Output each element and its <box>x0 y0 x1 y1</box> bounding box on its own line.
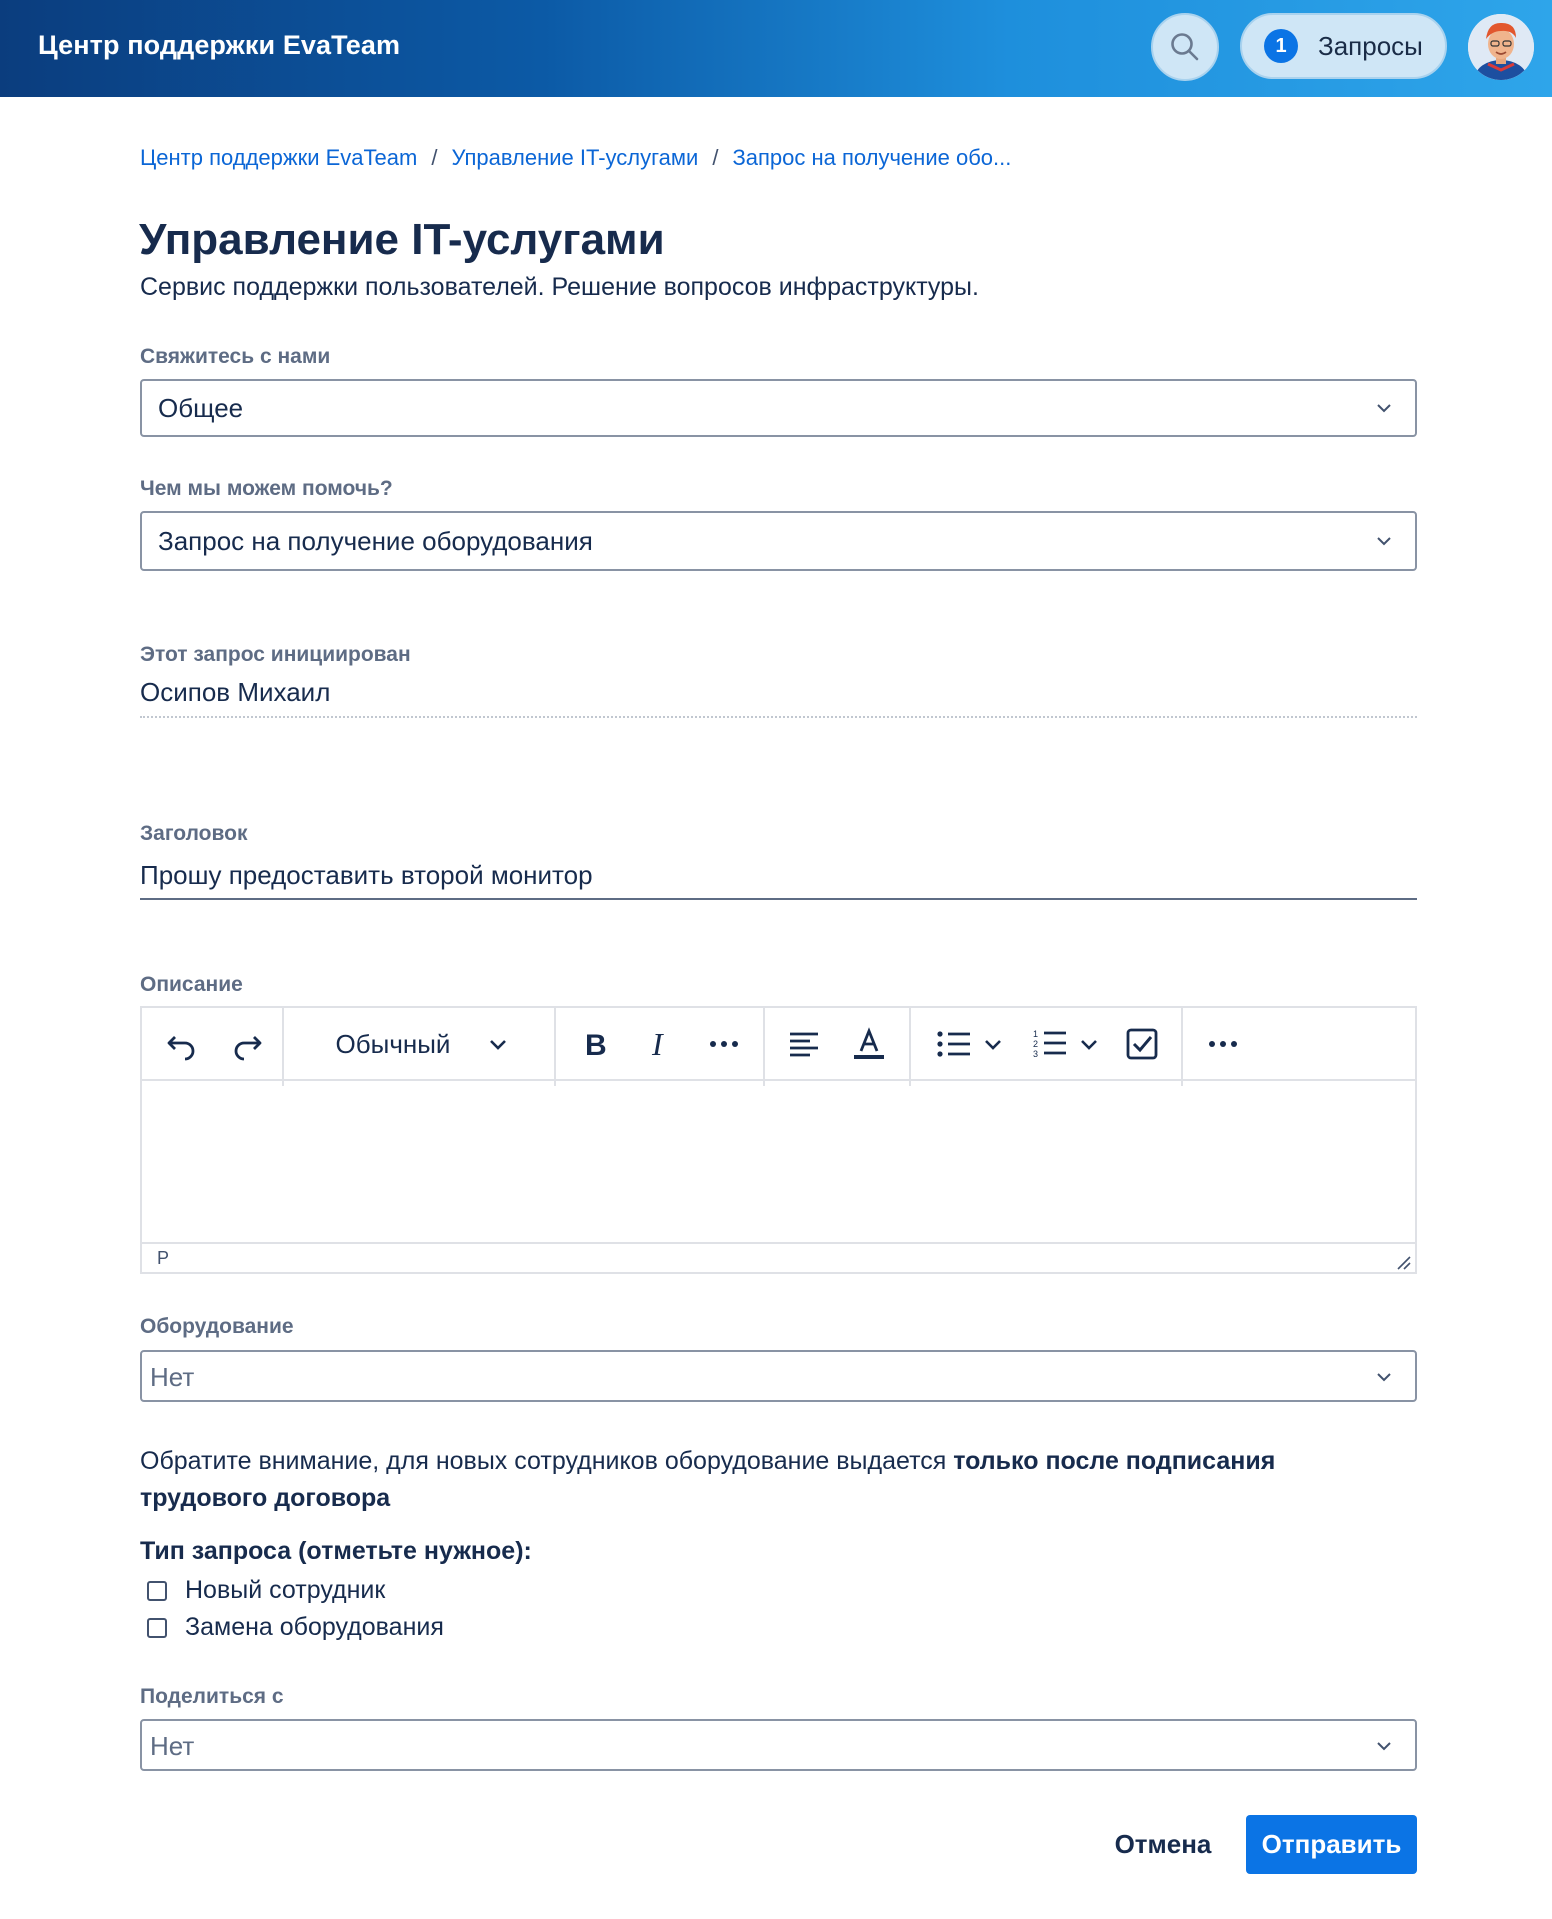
breadcrumb-separator: / <box>431 145 438 170</box>
align-button[interactable] <box>782 1022 826 1066</box>
checklist-icon <box>1126 1028 1158 1060</box>
svg-text:3: 3 <box>1033 1049 1039 1059</box>
undo-icon <box>165 1027 199 1061</box>
undo-button[interactable] <box>160 1022 204 1066</box>
equipment-note <box>140 1443 1400 1517</box>
contact-select[interactable] <box>140 379 1417 437</box>
summary-input[interactable] <box>140 852 1417 900</box>
checkbox-input[interactable] <box>147 1618 167 1638</box>
chevron-down-icon <box>1079 1034 1099 1054</box>
chevron-down-icon <box>1375 1737 1393 1755</box>
requests-label: Запросы <box>1318 30 1423 61</box>
text-color-icon <box>852 1027 886 1061</box>
requests-count-badge: 1 <box>1264 29 1298 63</box>
summary-label: Заголовок <box>140 822 248 845</box>
numbered-list-icon <box>1033 1028 1067 1060</box>
editor-content-area[interactable] <box>142 1081 1415 1241</box>
checklist-button[interactable] <box>1120 1022 1164 1066</box>
more-icon <box>708 1039 740 1049</box>
share-select-value: Нет <box>150 1731 195 1761</box>
breadcrumb-item-service[interactable]: Управление IT-услугами <box>451 145 699 170</box>
request-type-heading: Тип запроса (отметьте нужное): <box>140 1537 532 1565</box>
chevron-down-icon <box>488 1034 508 1054</box>
chevron-down-icon <box>983 1034 1003 1054</box>
note-text: Обратите внимание, для новых сотрудников оборудование выдается <box>140 1447 954 1475</box>
initiator-divider <box>140 716 1417 718</box>
breadcrumb-separator: / <box>712 145 719 170</box>
request-type-select[interactable] <box>140 511 1417 571</box>
share-select[interactable] <box>140 1719 1417 1771</box>
more-formatting-button[interactable] <box>702 1022 746 1066</box>
italic-icon <box>646 1029 674 1059</box>
search-icon <box>1169 31 1201 63</box>
align-left-icon <box>788 1030 820 1058</box>
cancel-button[interactable]: Отмена <box>1114 1828 1212 1859</box>
share-label: Поделиться с <box>140 1685 284 1708</box>
contact-label: Свяжитесь с нами <box>140 345 331 368</box>
avatar-icon <box>1468 14 1534 80</box>
editor-toolbar <box>142 1008 1415 1081</box>
more-icon <box>1207 1039 1239 1049</box>
redo-icon <box>230 1027 264 1061</box>
text-style-select[interactable] <box>302 1022 542 1066</box>
note-bold-text: только после подписания трудового договора <box>140 1447 1276 1512</box>
numbered-list-button[interactable] <box>1028 1022 1104 1066</box>
search-button[interactable] <box>1151 13 1219 81</box>
svg-text:1: 1 <box>1033 1029 1039 1039</box>
bullet-list-icon <box>937 1029 971 1059</box>
toolbar-divider <box>282 1008 284 1086</box>
breadcrumb-item-portal[interactable]: Центр поддержки EvaTeam <box>140 145 418 170</box>
initiator-label: Этот запрос инициирован <box>140 643 411 666</box>
requests-button[interactable] <box>1240 13 1447 79</box>
bold-button[interactable] <box>574 1022 618 1066</box>
breadcrumb <box>140 145 1011 171</box>
svg-text:B: B <box>585 1029 607 1059</box>
top-header <box>0 0 1552 97</box>
breadcrumb-item-request-type[interactable]: Запрос на получение обо... <box>732 145 1012 170</box>
svg-text:2: 2 <box>1033 1039 1039 1049</box>
help-label: Чем мы можем помочь? <box>140 477 393 500</box>
checkbox-replace-equipment[interactable] <box>147 1613 444 1642</box>
submit-button[interactable]: Отправить <box>1246 1815 1417 1874</box>
description-label: Описание <box>140 973 243 996</box>
text-style-value: Обычный <box>335 1028 451 1059</box>
equipment-label: Оборудование <box>140 1315 294 1338</box>
checkbox-input[interactable] <box>147 1581 167 1601</box>
page-subtitle: Сервис поддержки пользователей. Решение вопросов инфраструктуры. <box>140 273 979 301</box>
checkbox-label[interactable]: Замена оборудования <box>185 1613 444 1641</box>
portal-title[interactable]: Центр поддержки EvaTeam <box>38 30 401 60</box>
page-title: Управление IT-услугами <box>139 215 665 264</box>
bold-icon <box>582 1029 610 1059</box>
toolbar-divider <box>763 1008 765 1086</box>
chevron-down-icon <box>1375 532 1393 550</box>
chevron-down-icon <box>1375 399 1393 417</box>
bullet-list-button[interactable] <box>932 1022 1008 1066</box>
toolbar-divider <box>554 1008 556 1086</box>
initiator-value[interactable]: Осипов Михаил <box>140 677 331 707</box>
checkbox-label[interactable]: Новый сотрудник <box>185 1576 386 1604</box>
equipment-select[interactable] <box>140 1350 1417 1402</box>
text-color-button[interactable] <box>847 1022 891 1066</box>
editor-statusbar <box>142 1242 1415 1274</box>
italic-button[interactable] <box>638 1022 682 1066</box>
redo-button[interactable] <box>225 1022 269 1066</box>
resize-handle-icon[interactable] <box>1394 1253 1412 1271</box>
element-path[interactable]: P <box>157 1248 170 1268</box>
equipment-select-value: Нет <box>150 1362 195 1392</box>
toolbar-divider <box>1181 1008 1183 1086</box>
more-tools-button[interactable] <box>1201 1022 1245 1066</box>
checkbox-new-employee[interactable] <box>147 1576 385 1605</box>
description-editor <box>140 1006 1417 1274</box>
request-type-select-value: Запрос на получение оборудования <box>158 526 593 556</box>
user-avatar[interactable] <box>1468 14 1534 80</box>
toolbar-divider <box>909 1008 911 1086</box>
contact-select-value: Общее <box>158 393 244 423</box>
svg-text:I: I <box>652 1029 663 1059</box>
chevron-down-icon <box>1375 1368 1393 1386</box>
